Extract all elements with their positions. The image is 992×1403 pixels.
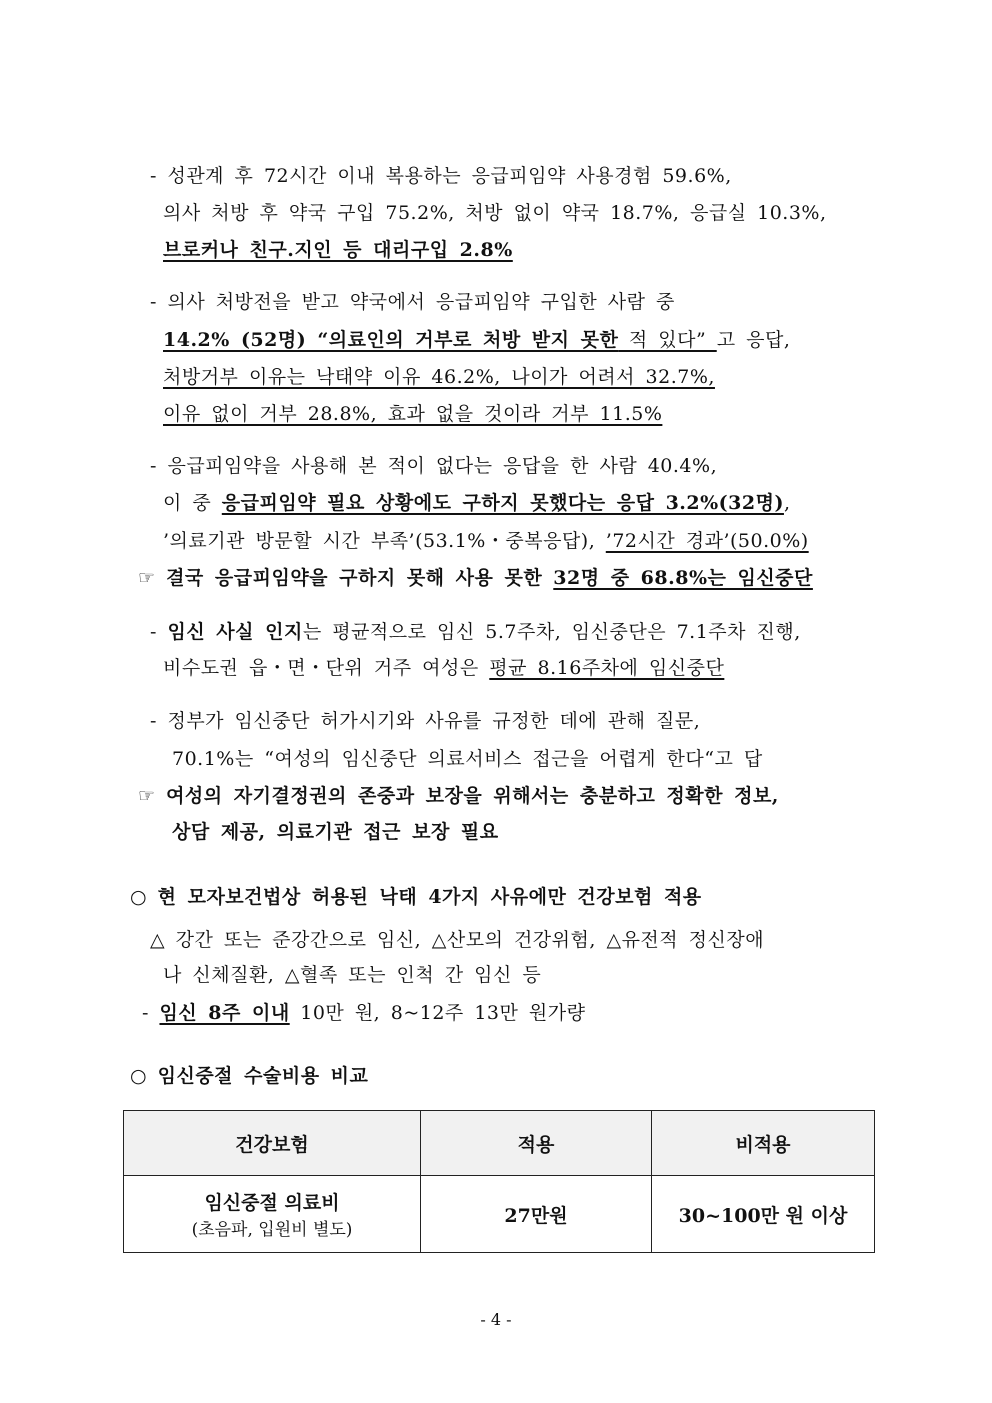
header-covered: 적용	[421, 1111, 652, 1176]
uncovered-cost: 30~100만 원 이상	[652, 1176, 875, 1253]
covered-cost: 27만원	[421, 1176, 652, 1253]
text-line	[172, 747, 763, 771]
text-segment: 처방거부 이유는 낙태약 이유 46.2%, 나이가 어려서 32.7%,	[163, 366, 715, 388]
text-line	[163, 491, 791, 515]
text-line	[150, 620, 801, 644]
text-segment: 의사 처방 후 약국 구입 75.2%, 처방 없이 약국 18.7%, 응급실 10.3%,	[163, 202, 827, 224]
text-segment: 여성의 자기결정권의 존중과 보장을 위해서는 충분하고 정확한 정보,	[166, 785, 779, 807]
text-segment: 브로커나 친구.지인 등 대리구입 2.8%	[163, 239, 513, 261]
text-segment: - 의사 처방전을 받고 약국에서 응급피임약 구입한 사람 중	[150, 291, 675, 313]
text-line	[138, 566, 813, 590]
row-label: 임신중절 의료비	[204, 1192, 340, 1214]
text-line	[163, 365, 715, 389]
text-segment: 는 평균적으로 임신 5.7주차, 임신중단은 7.1주차 진행,	[302, 621, 801, 643]
row-note: (초음파, 입원비 별도)	[191, 1220, 353, 1240]
text-segment: △ 강간 또는 준강간으로 임신, △산모의 건강위험, △유전적 정신장애	[150, 929, 765, 951]
cost-comparison-table	[123, 1110, 875, 1253]
text-segment: - 정부가 임신중단 허가시기와 사유를 규정한 데에 관해 질문,	[150, 710, 701, 732]
text-segment: - 성관계 후 72시간 이내 복용하는 응급피임약 사용경험 59.6%,	[150, 165, 732, 187]
text-segment: 32명 중 68.8%는 임신중단	[553, 567, 813, 589]
text-segment: ☞	[138, 567, 167, 589]
text-segment: 고 응답,	[716, 329, 791, 351]
text-segment: -	[142, 1002, 160, 1024]
header-insurance: 건강보험	[124, 1111, 421, 1176]
text-line	[163, 201, 827, 225]
text-segment: 현 모자보건법상 허용된 낙태 4가지 사유에만 건강보험 적용	[157, 886, 702, 908]
text-line	[163, 402, 662, 426]
table-row	[124, 1176, 875, 1253]
text-line	[150, 164, 732, 188]
text-segment: 10만 원, 8~12주 13만 원가량	[289, 1002, 586, 1024]
text-segment: 임신중절 수술비용 비교	[157, 1065, 369, 1087]
text-line	[163, 529, 809, 553]
text-segment: 임신 사실 인지	[167, 621, 303, 643]
row-label-cell	[124, 1176, 421, 1253]
page-number: - 4 -	[480, 1310, 512, 1329]
text-line	[172, 820, 499, 844]
text-line	[150, 709, 700, 733]
text-segment: 14.2% (52명) “의료인의 거부로 처방 받지 못한	[163, 329, 619, 351]
text-line	[150, 928, 764, 952]
text-line	[163, 238, 513, 262]
text-segment: 70.1%는 “여성의 임신중단 의료서비스 접근을 어렵게 한다“고 답	[172, 748, 763, 770]
text-segment: 이유 없이 거부 28.8%, 효과 없을 것이라 거부 11.5%	[163, 403, 663, 425]
text-segment: 비수도권 읍・면・단위 거주 여성은	[163, 657, 490, 679]
text-segment: 결국 응급피임약을 구하지 못해 사용 못한	[166, 567, 554, 589]
text-line	[150, 290, 675, 314]
text-line	[150, 454, 717, 478]
text-line	[142, 1001, 585, 1025]
text-segment: 응급피임약 필요 상황에도 구하지 못했다는 응답 3.2%(32명)	[221, 492, 784, 514]
text-line	[130, 1064, 368, 1088]
text-segment: ’의료기관 방문할 시간 부족’(53.1%・중복응답),	[163, 530, 606, 552]
table-header-row	[124, 1111, 875, 1176]
text-segment: 평균 8.16주차에 임신중단	[489, 657, 725, 679]
text-segment: ’72시간 경과’(50.0%)	[605, 530, 809, 552]
text-segment: ○	[130, 886, 158, 908]
text-line	[163, 656, 724, 680]
text-line	[130, 885, 702, 909]
text-segment: - 응급피임약을 사용해 본 적이 없다는 응답을 한 사람 40.4%,	[150, 455, 718, 477]
text-segment: 나 신체질환, △혈족 또는 인척 간 임신 등	[163, 964, 542, 986]
text-segment: 임신 8주 이내	[159, 1002, 290, 1024]
text-segment: 이 중	[163, 492, 222, 514]
text-line	[163, 963, 541, 987]
header-uncovered: 비적용	[652, 1111, 875, 1176]
text-segment: ☞	[138, 785, 167, 807]
text-segment: 적 있다”	[618, 329, 717, 351]
text-segment: ○	[130, 1065, 158, 1087]
text-segment: ,	[783, 492, 791, 514]
text-segment: 상담 제공, 의료기관 접근 보장 필요	[172, 821, 499, 843]
text-segment: -	[150, 621, 168, 643]
text-line	[138, 784, 779, 808]
text-line	[163, 328, 790, 352]
